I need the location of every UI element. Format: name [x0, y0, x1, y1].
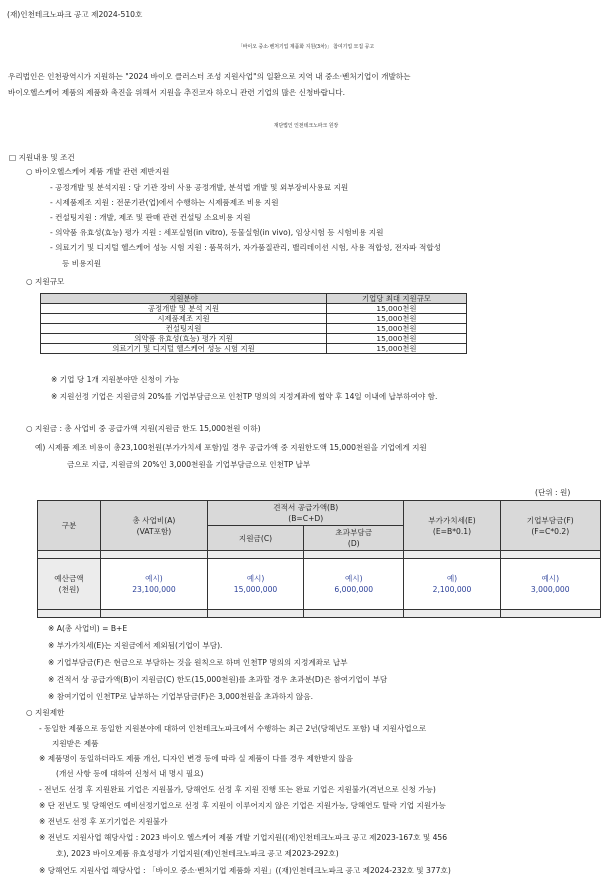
limit-line: ※ 제품명이 동일하더라도 제품 개선, 디자인 변경 등에 따라 실 제품이 다를 경우 제한받지 않음 — [39, 754, 353, 763]
header-line: (B=C+D) — [288, 514, 324, 523]
table-row — [41, 304, 467, 314]
table-cell — [404, 559, 500, 610]
value-line: 예시) — [344, 574, 363, 583]
table-band-row — [38, 610, 601, 618]
support-item: - 공정개발 및 분석지원 : 당 기관 장비 사용 공정개발, 분석법 개발 및 외부장비사용료 지원 — [50, 183, 349, 192]
table-cell: 의약품 유효성(효능) 평가 지원 — [41, 334, 327, 344]
support-item: 등 비용지원 — [62, 259, 102, 268]
table-row — [41, 334, 467, 344]
limit-line: ※ 단 전년도 및 당해연도 예비선정기업으로 선정 후 지원이 이루어지지 않은 기업은 지원가능, 당해연도 탈락 기업 지원가능 — [39, 801, 446, 810]
table-cell — [208, 551, 304, 559]
scale-table — [40, 293, 467, 354]
header-notice: (재)인천테크노파크 공고 제2024-510호 — [7, 10, 143, 19]
row-label-line: (천원) — [58, 585, 80, 594]
value-line: 예시) — [541, 574, 560, 583]
table-cell — [38, 551, 101, 559]
table-cell — [100, 610, 207, 618]
column-header: 기업당 최대 지원규모 — [327, 294, 467, 304]
budget-table — [37, 500, 601, 618]
header-line: 견적서 공급가액(B) — [273, 503, 339, 512]
column-header — [304, 526, 404, 551]
header-line: 총 사업비(A) — [132, 515, 176, 525]
example-line-1: 예) 시제품 제조 비용이 총23,100천원(부가가치세 포함)일 경우 공급가액 중 지원한도액 15,000천원을 기업에게 지원 — [35, 443, 427, 452]
table-cell — [100, 559, 207, 610]
limit-line: ※ 전년도 지원사업 해당사업 : 2023 바이오 헬스케어 제품 개발 기업지원((재)인천테크노파크 공고 제2023-167호 및 456 — [39, 833, 448, 842]
table-cell: 공정개발 및 분석 지원 — [41, 304, 327, 314]
value-line: 6,000,000 — [334, 585, 374, 594]
limit-line: 지원받은 제품 — [52, 739, 99, 748]
intro-line-1: 우리법인은 인천광역시가 지원하는 "2024 바이오 클러스터 조성 지원사업"의 일환으로 지역 내 중소·벤처기업이 개발하는 — [8, 72, 411, 81]
table-row — [41, 314, 467, 324]
value-line: 2,100,000 — [432, 585, 472, 594]
table-cell: 15,000천원 — [327, 334, 467, 344]
document-title: 「바이오 중소·벤처기업 제품화 지원(3차)」 참여기업 모집 공고 — [237, 44, 375, 50]
scale-note: ※ 기업 당 1개 지원분야만 신청이 가능 — [51, 375, 180, 384]
row-label-line: 예산금액 — [54, 574, 84, 583]
limit-line: (개선 사항 등에 대하여 신청서 내 명시 필요) — [56, 769, 204, 778]
header-line: (VAT포함) — [136, 526, 172, 536]
unit-label: (단위 : 원) — [535, 488, 571, 497]
limit-line: - 동일한 제품으로 동일한 지원분야에 대하여 인천테크노파크에서 수행하는 최근 2년(당해년도 포함) 내 지원사업으로 — [39, 724, 427, 733]
table-header-row — [41, 294, 467, 304]
column-header — [208, 501, 404, 526]
table-cell: 컨설팅지원 — [41, 324, 327, 334]
support-item: - 의료기기 및 디지털 헬스케어 성능 시험 지원 : 품목허가, 자가품질관리, 밸리데이션 시험, 사용 적합성, 전자파 적합성 — [50, 243, 442, 252]
limit-line: ※ 전년도 선정 후 포기기업은 지원불가 — [39, 817, 168, 826]
table-cell — [500, 551, 600, 559]
limit-line: - 전년도 선정 후 지원완료 기업은 지원불가, 당해연도 선정 후 지원 진행 또는 완료 기업은 지원불가(격년으로 신청 가능) — [39, 785, 436, 794]
table-cell — [100, 551, 207, 559]
budget-note: ※ 견적서 상 공급가액(B)이 지원금(C) 한도(15,000천원)를 초과할 경우 초과분(D)은 참여기업이 부담 — [48, 675, 388, 684]
table-cell: 15,000천원 — [327, 344, 467, 354]
table-cell: 시제품제조 지원 — [41, 314, 327, 324]
table-cell — [38, 559, 101, 610]
scale-note: ※ 지원선정 기업은 지원금의 20%를 기업부담금으로 인천TP 명의의 지정계좌에 협약 후 14일 이내에 납부하여야 함. — [51, 392, 438, 401]
header-line: 부가가치세(E) — [428, 515, 476, 525]
organization-name: 재단법인 인천테크노파크 원장 — [273, 123, 339, 129]
table-cell — [500, 559, 600, 610]
budget-note: ※ 부가가치세(E)는 지원금에서 제외됨(기업이 부담). — [48, 641, 223, 650]
sub-heading-scale: ○ 지원규모 — [26, 277, 65, 286]
budget-note: ※ 기업부담금(F)은 현금으로 부담하는 것을 원칙으로 하며 인천TP 명의의 지정계좌로 납부 — [48, 658, 348, 667]
table-cell: 의료기기 및 디지털 헬스케어 성능 시험 지원 — [41, 344, 327, 354]
support-item: - 시제품제조 지원 : 전문기관(업)에서 수행하는 시제품제조 비용 지원 — [50, 198, 279, 207]
table-cell — [304, 610, 404, 618]
column-header — [100, 501, 207, 551]
header-line: (D) — [347, 539, 360, 548]
header-line: (F=C*0.2) — [531, 526, 570, 536]
table-row — [41, 324, 467, 334]
budget-note: ※ A(총 사업비) = B+E — [48, 624, 128, 633]
table-cell: 15,000천원 — [327, 314, 467, 324]
table-cell — [404, 610, 500, 618]
example-line-2: 금으로 지급, 지원금의 20%인 3,000천원을 기업부담금으로 인천TP 납부 — [67, 460, 311, 469]
sub-heading-limits: ○ 지원제한 — [26, 708, 65, 717]
value-line: 23,100,000 — [132, 585, 176, 594]
table-row — [41, 344, 467, 354]
column-header: 구분 — [38, 501, 101, 551]
column-header: 지원분야 — [41, 294, 327, 304]
intro-line-2: 바이오헬스케어 제품의 제품화 촉진을 위해서 지원을 추진코자 하오니 관련 기업의 많은 신청바랍니다. — [8, 88, 346, 97]
table-band-row — [38, 551, 601, 559]
table-cell: 15,000천원 — [327, 304, 467, 314]
section-heading: □ 지원내용 및 조건 — [9, 153, 75, 162]
header-line: 기업부담금(F) — [526, 515, 574, 525]
table-cell — [404, 551, 500, 559]
limit-line: 호), 2023 바이오제품 유효성평가 기업지원(재)인천테크노파크 공고 제2023-292호) — [56, 849, 339, 858]
support-item: - 컨설팅지원 : 개발, 제조 및 판매 관련 컨설팅 소요비용 지원 — [50, 213, 251, 222]
sub-heading-grant: ○ 지원금 : 총 사업비 중 공급가액 지원(지원금 한도 15,000천원 이하) — [26, 424, 261, 433]
table-header-row — [38, 501, 601, 526]
value-line: 예시) — [246, 574, 265, 583]
limit-line: ※ 당해연도 지원사업 해당사업 : 「바이오 중소·벤처기업 제품화 지원」((재)인천테크노파크 공고 제2024-232호 및 377호) — [39, 866, 451, 875]
table-cell: 15,000천원 — [327, 324, 467, 334]
column-header — [500, 501, 600, 551]
header-line: 초과부담금 — [335, 528, 373, 537]
value-line: 3,000,000 — [530, 585, 570, 594]
table-cell — [208, 610, 304, 618]
column-header: 지원금(C) — [208, 526, 304, 551]
table-row — [38, 559, 601, 610]
value-line: 예) — [446, 574, 458, 583]
table-cell — [304, 559, 404, 610]
table-cell — [304, 551, 404, 559]
value-line: 예시) — [145, 574, 163, 583]
table-cell — [38, 610, 101, 618]
sub-heading-support: ○ 바이오헬스케어 제품 개발 관련 제반지원 — [26, 167, 170, 176]
support-item: - 의약품 유효성(효능) 평가 지원 : 세포실험(in vitro), 동물실험(in vivo), 임상시험 등 시험비용 지원 — [50, 228, 384, 237]
header-line: (E=B*0.1) — [432, 526, 472, 536]
budget-note: ※ 참여기업이 인천TP로 납부하는 기업부담금(F)은 3,000천원을 초과하지 않음. — [48, 692, 313, 701]
value-line: 15,000,000 — [233, 585, 278, 594]
table-cell — [500, 610, 600, 618]
table-cell — [208, 559, 304, 610]
column-header — [404, 501, 500, 551]
